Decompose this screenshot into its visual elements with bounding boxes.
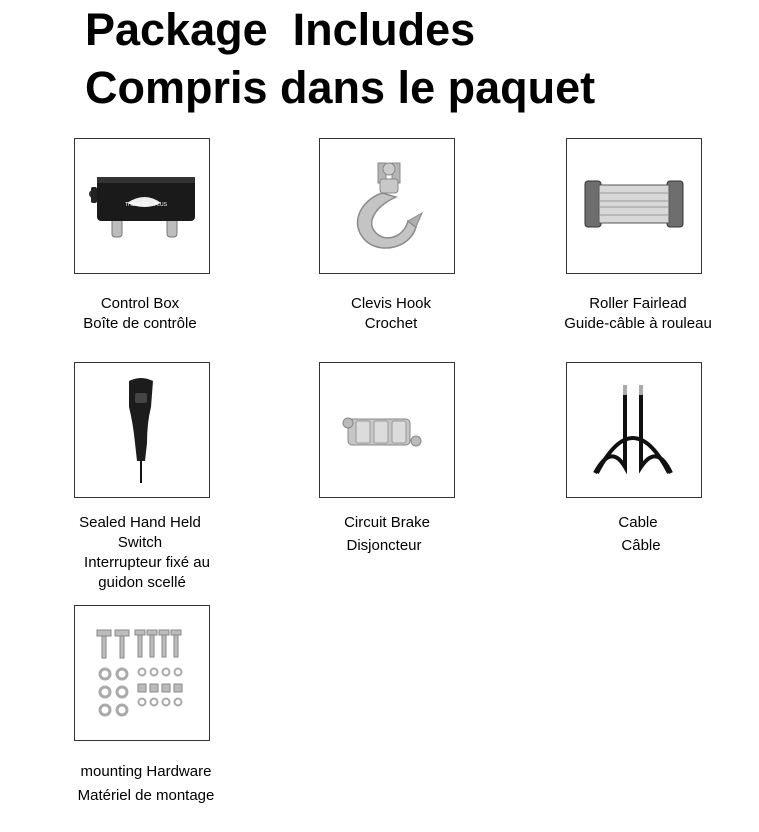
caption-roller-fairlead <box>538 294 738 334</box>
item-mounting-hardware <box>74 605 210 741</box>
label-english: Circuit Brake <box>344 514 430 531</box>
label-french: Matériel de montage <box>77 787 215 804</box>
roller-fairlead-icon <box>567 139 701 273</box>
label-english: Clevis Hook <box>350 295 432 312</box>
page-title-english: Package Includes <box>85 4 476 55</box>
label-french: Boîte de contrôle <box>83 315 197 332</box>
item-roller-fairlead <box>566 138 702 274</box>
caption-control-box <box>40 294 240 334</box>
hand-held-switch-icon <box>75 363 209 497</box>
label-english: Control Box <box>100 295 180 312</box>
label-french-line-2: guidon scellé <box>98 574 186 591</box>
label-english-line-1: Sealed Hand Held <box>79 514 201 531</box>
item-cable <box>566 362 702 498</box>
caption-clevis-hook <box>291 294 491 334</box>
caption-hand-held-switch <box>40 513 240 593</box>
page-title-french: Compris dans le paquet <box>85 62 596 113</box>
label-french: Câble <box>621 537 661 554</box>
circuit-breaker-icon <box>320 363 454 497</box>
caption-cable <box>538 513 738 556</box>
item-clevis-hook <box>319 138 455 274</box>
mounting-hardware-icon <box>75 606 209 740</box>
label-english: mounting Hardware <box>80 763 212 780</box>
clevis-hook-icon <box>320 139 454 273</box>
item-hand-held-switch <box>74 362 210 498</box>
label-english: Roller Fairlead <box>589 295 687 312</box>
caption-circuit-breaker <box>287 513 487 556</box>
label-english-line-2: Switch <box>117 534 163 551</box>
label-french: Disjoncteur <box>346 537 422 554</box>
label-french: Guide-câble à rouleau <box>564 315 712 332</box>
label-french-line-1: Interrupteur fixé au <box>84 554 210 571</box>
cable-icon <box>567 363 701 497</box>
item-circuit-breaker <box>319 362 455 498</box>
caption-mounting-hardware <box>46 762 246 806</box>
control-box-icon <box>75 139 209 273</box>
control-box-brand-label: THUNDER · PLUS <box>125 202 167 208</box>
label-french: Crochet <box>364 315 418 332</box>
item-control-box <box>74 138 210 274</box>
label-english: Cable <box>618 514 658 531</box>
